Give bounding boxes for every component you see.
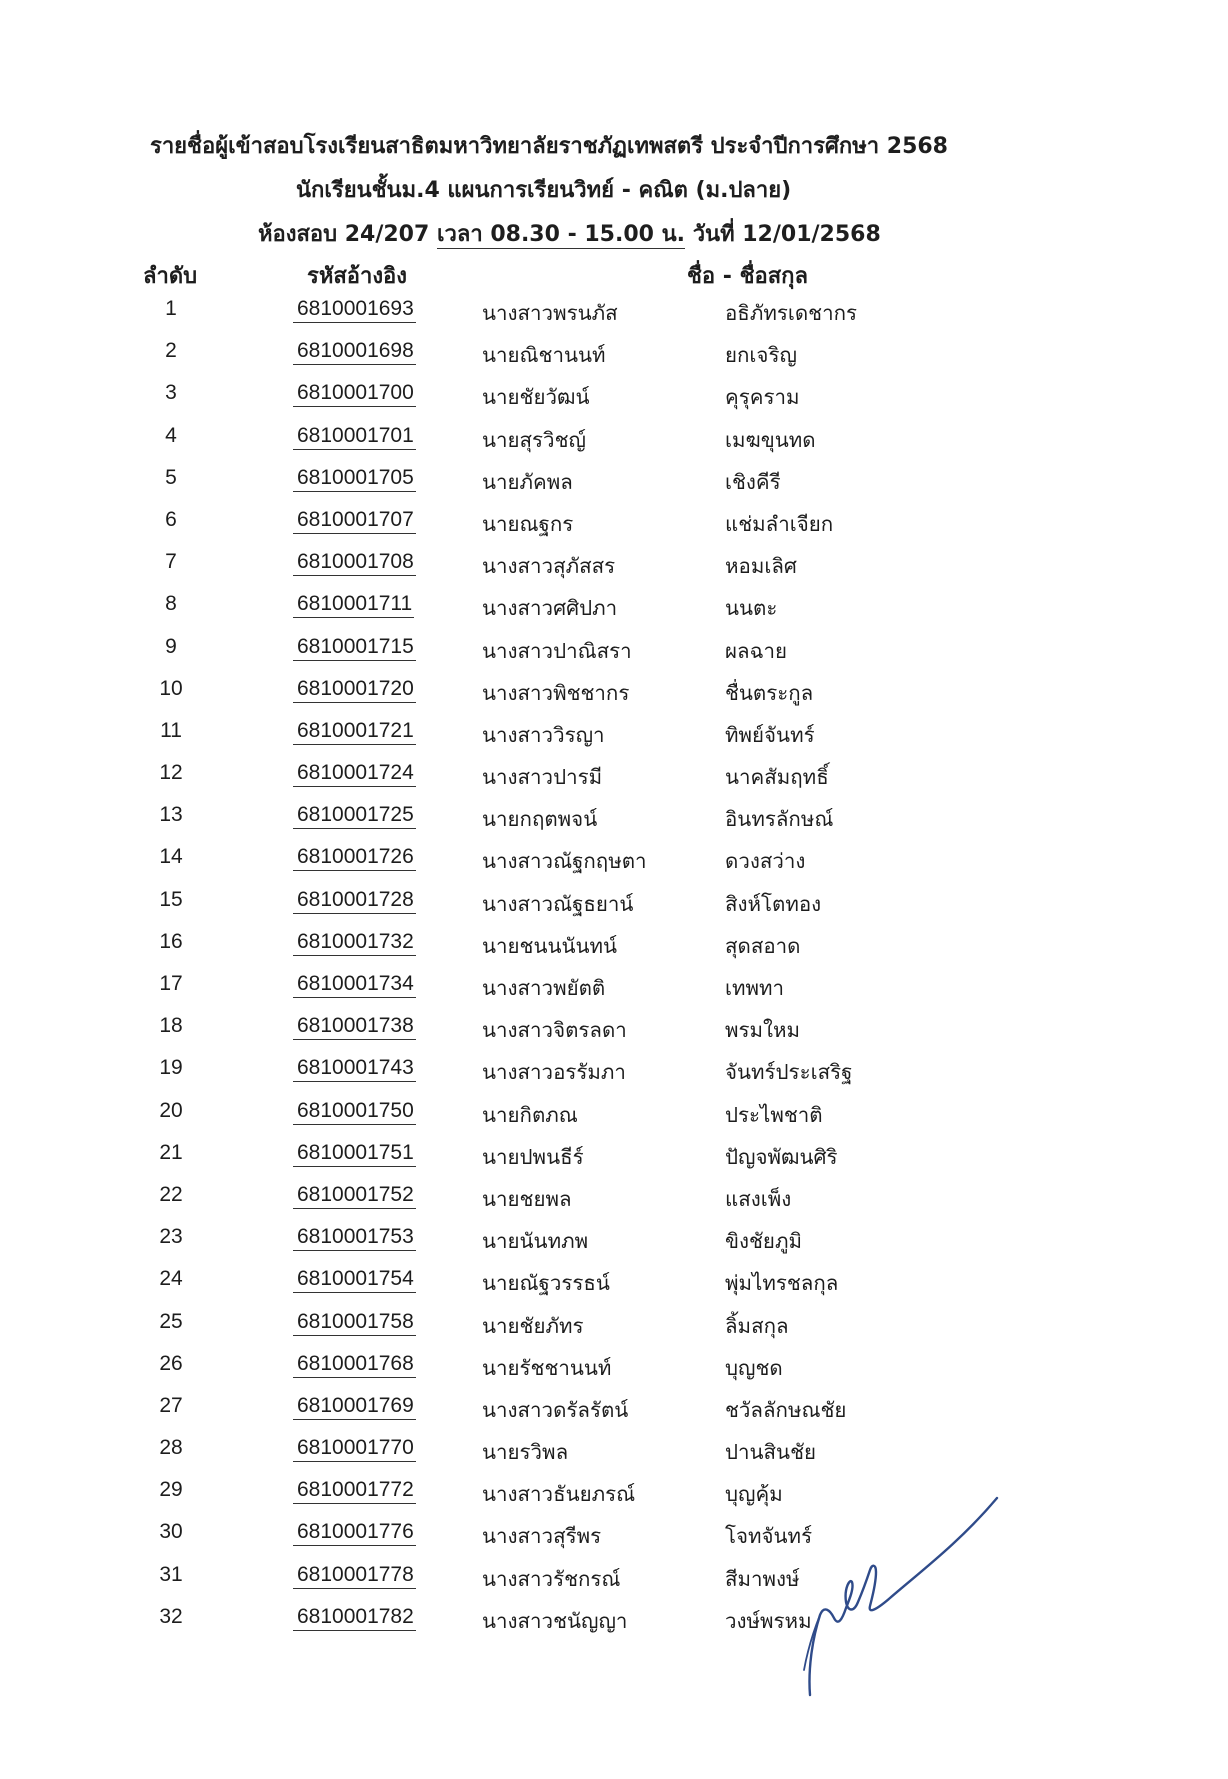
first-name: นายณัฐวรรธน์: [482, 1271, 610, 1296]
first-name: นางสาวณัฐกฤษตา: [482, 849, 647, 874]
reference-code: 6810001754: [293, 1267, 416, 1293]
first-name: นายชัยวัฒน์: [482, 385, 590, 410]
first-name: นายปพนธีร์: [482, 1144, 584, 1169]
last-name: อินทรลักษณ์: [725, 807, 834, 832]
reference-code: 6810001753: [293, 1225, 416, 1251]
first-name: นางสาวปารมี: [482, 765, 603, 790]
reference-code: 6810001778: [293, 1563, 416, 1589]
first-name: นายณิชานนท์: [482, 343, 606, 368]
first-name: นางสาวพยัตติ: [482, 976, 606, 1000]
list-item: [0, 803, 1228, 845]
last-name: สิงห์โตทอง: [725, 891, 822, 916]
list-item: [0, 1605, 1228, 1647]
list-item: [0, 297, 1228, 339]
row-number: 19: [159, 1056, 183, 1080]
last-name: วงษ์พรหม: [725, 1608, 812, 1633]
list-item: [0, 550, 1228, 592]
reference-code: 6810001758: [293, 1310, 416, 1336]
first-name: นางสาวอรรัมภา: [482, 1060, 626, 1085]
list-item: [0, 972, 1228, 1014]
exam-time: เวลา 08.30 - 15.00 น.: [436, 222, 686, 247]
last-name: นนตะ: [725, 596, 778, 621]
list-item: [0, 1056, 1228, 1098]
last-name: ผลฉาย: [725, 638, 788, 663]
reference-code: 6810001772: [293, 1478, 416, 1504]
list-item: [0, 424, 1228, 466]
first-name: นายนันทภพ: [482, 1229, 589, 1254]
last-name: เทพทา: [725, 976, 785, 1000]
list-item: [0, 1099, 1228, 1141]
first-name: นางสาวจิตรลดา: [482, 1018, 627, 1043]
row-number: 27: [159, 1393, 183, 1417]
first-name: นางสาวรัชกรณ์: [482, 1566, 621, 1591]
last-name: ทิพย์จันทร์: [725, 722, 815, 747]
reference-code: 6810001751: [293, 1141, 416, 1167]
row-number: 21: [159, 1140, 183, 1164]
row-number: 14: [159, 845, 183, 869]
reference-code: 6810001782: [293, 1605, 416, 1631]
last-name: แช่มลำเจียก: [725, 511, 834, 536]
first-name: นางสาวดรัลรัตน์: [482, 1397, 629, 1422]
document-title: รายชื่อผู้เข้าสอบโรงเรียนสาธิตมหาวิทยาลัยราชภัฏเทพสตรี ประจำปีการศึกษา 2568: [150, 134, 948, 159]
row-number: 10: [159, 676, 183, 700]
list-item: [0, 592, 1228, 634]
first-name: นายกฤตพจน์: [482, 807, 598, 832]
list-item: [0, 1014, 1228, 1056]
list-item: [0, 677, 1228, 719]
last-name: ปัญจพัฒนศิริ: [725, 1144, 838, 1169]
first-name: นางสาววิรญา: [482, 722, 605, 747]
reference-code: 6810001728: [293, 888, 416, 914]
last-name: บุญคุ้ม: [725, 1482, 783, 1507]
reference-code: 6810001701: [293, 424, 416, 450]
row-number: 20: [159, 1098, 183, 1122]
last-name: โจทจันทร์: [725, 1524, 813, 1549]
list-item: [0, 1141, 1228, 1183]
reference-code: 6810001724: [293, 761, 416, 787]
first-name: นางสาวพรนภัส: [482, 301, 618, 325]
row-number: 31: [159, 1562, 183, 1586]
row-number: 2: [165, 339, 177, 363]
reference-code: 6810001725: [293, 803, 416, 829]
list-item: [0, 845, 1228, 887]
first-name: นางสาวปาณิสรา: [482, 638, 632, 663]
exam-date: วันที่ 12/01/2568: [685, 222, 881, 247]
list-item: [0, 1520, 1228, 1562]
last-name: สุดสอาด: [725, 933, 801, 958]
row-number: 11: [160, 718, 182, 742]
reference-code: 6810001708: [293, 550, 416, 576]
first-name: นางสาวธันยภรณ์: [482, 1482, 636, 1507]
reference-code: 6810001738: [293, 1014, 416, 1040]
row-number: 13: [159, 803, 183, 827]
last-name: ชวัลลักษณชัย: [725, 1397, 847, 1422]
list-item: [0, 1267, 1228, 1309]
row-number: 24: [159, 1267, 183, 1291]
reference-code: 6810001711: [293, 592, 414, 618]
row-number: 7: [165, 550, 177, 574]
first-name: นายณฐกร: [482, 511, 574, 536]
first-name: นางสาวณัฐธยาน์: [482, 891, 634, 916]
list-item: [0, 1436, 1228, 1478]
reference-code: 6810001743: [293, 1056, 416, 1082]
reference-code: 6810001750: [293, 1099, 416, 1125]
first-name: นางสาวพิชชากร: [482, 680, 630, 705]
row-number: 5: [165, 465, 177, 489]
reference-code: 6810001769: [293, 1394, 416, 1420]
list-item: [0, 1225, 1228, 1267]
first-name: นางสาวศศิปภา: [482, 596, 618, 621]
last-name: แสงเพ็ง: [725, 1186, 792, 1211]
document-subtitle: นักเรียนชั้นม.4 แผนการเรียนวิทย์ - คณิต (ม.ปลาย): [296, 178, 792, 203]
last-name: บุญชด: [725, 1355, 783, 1380]
row-number: 29: [159, 1478, 183, 1502]
row-number: 25: [159, 1309, 183, 1333]
last-name: จันทร์ประเสริฐ: [725, 1060, 853, 1085]
exam-schedule-line: [258, 216, 881, 251]
reference-code: 6810001732: [293, 930, 416, 956]
list-item: [0, 1310, 1228, 1352]
first-name: นายรัชชานนท์: [482, 1355, 612, 1380]
last-name: ชื่นตระกูล: [725, 680, 814, 705]
list-item: [0, 466, 1228, 508]
list-item: [0, 1563, 1228, 1605]
reference-code: 6810001707: [293, 508, 416, 534]
last-name: ปานสินชัย: [725, 1440, 816, 1465]
last-name: เมฆขุนทด: [725, 427, 816, 452]
reference-code: 6810001770: [293, 1436, 416, 1462]
reference-code: 6810001698: [293, 339, 416, 365]
row-number: 1: [165, 297, 177, 320]
row-number: 22: [159, 1182, 183, 1206]
row-number: 17: [159, 972, 183, 995]
row-number: 9: [165, 634, 177, 658]
list-item: [0, 1183, 1228, 1225]
first-name: นายรวิพล: [482, 1440, 569, 1465]
row-number: 12: [159, 761, 183, 785]
first-name: นายสุรวิชญ์: [482, 427, 586, 452]
exam-room: ห้องสอบ 24/207: [258, 222, 437, 247]
list-item: [0, 930, 1228, 972]
last-name: คุรุคราม: [725, 385, 800, 410]
last-name: ขิงชัยภูมิ: [725, 1229, 802, 1254]
list-item: [0, 635, 1228, 677]
column-header-number: ลำดับ: [143, 264, 198, 289]
column-header-name: ชื่อ - ชื่อสกุล: [687, 264, 808, 289]
first-name: นายชนนนันทน์: [482, 933, 618, 958]
list-item: [0, 1478, 1228, 1520]
reference-code: 6810001720: [293, 677, 416, 703]
student-list: [0, 297, 1228, 1647]
row-number: 30: [159, 1520, 183, 1544]
row-number: 8: [165, 592, 177, 616]
reference-code: 6810001700: [293, 381, 416, 407]
row-number: 23: [159, 1225, 183, 1249]
list-item: [0, 508, 1228, 550]
reference-code: 6810001705: [293, 466, 416, 492]
last-name: พุ่มไทรชลกุล: [725, 1271, 839, 1296]
row-number: 16: [159, 929, 183, 953]
row-number: 32: [159, 1604, 183, 1628]
row-number: 26: [159, 1351, 183, 1375]
reference-code: 6810001721: [293, 719, 416, 745]
row-number: 28: [159, 1436, 183, 1460]
last-name: ดวงสว่าง: [725, 849, 806, 874]
reference-code: 6810001726: [293, 845, 416, 871]
reference-code: 6810001776: [293, 1520, 416, 1546]
reference-code: 6810001734: [293, 972, 416, 998]
last-name: เชิงคีรี: [725, 469, 781, 494]
list-item: [0, 761, 1228, 803]
reference-code: 6810001752: [293, 1183, 416, 1209]
last-name: ประไพชาติ: [725, 1102, 823, 1127]
reference-code: 6810001693: [293, 297, 416, 323]
row-number: 18: [159, 1014, 183, 1038]
list-item: [0, 719, 1228, 761]
last-name: ลิ้มสกุล: [725, 1313, 789, 1338]
list-item: [0, 1352, 1228, 1394]
list-item: [0, 1394, 1228, 1436]
first-name: นายชยพล: [482, 1186, 572, 1211]
reference-code: 6810001715: [293, 635, 416, 661]
first-name: นายกิตภณ: [482, 1102, 578, 1127]
last-name: ยกเจริญ: [725, 343, 797, 368]
list-item: [0, 381, 1228, 423]
list-item: [0, 339, 1228, 381]
last-name: พรมใหม: [725, 1018, 801, 1043]
row-number: 6: [165, 507, 177, 531]
column-header-code: รหัสอ้างอิง: [307, 264, 408, 289]
handwritten-signature-icon: [790, 1480, 1020, 1710]
row-number: 3: [165, 381, 177, 405]
last-name: นาคสัมฤทธิ์: [725, 765, 829, 790]
row-number: 4: [165, 423, 177, 447]
first-name: นายภัคพล: [482, 469, 573, 494]
last-name: สีมาพงษ์: [725, 1566, 800, 1591]
first-name: นางสาวสุภัสสร: [482, 554, 616, 579]
list-item: [0, 888, 1228, 930]
first-name: นางสาวสุรีพร: [482, 1524, 602, 1549]
last-name: หอมเลิศ: [725, 554, 797, 579]
row-number: 15: [159, 887, 183, 911]
first-name: นางสาวชนัญญา: [482, 1608, 628, 1633]
reference-code: 6810001768: [293, 1352, 416, 1378]
first-name: นายชัยภัทร: [482, 1313, 584, 1338]
last-name: อธิภัทรเดชากร: [725, 301, 858, 325]
